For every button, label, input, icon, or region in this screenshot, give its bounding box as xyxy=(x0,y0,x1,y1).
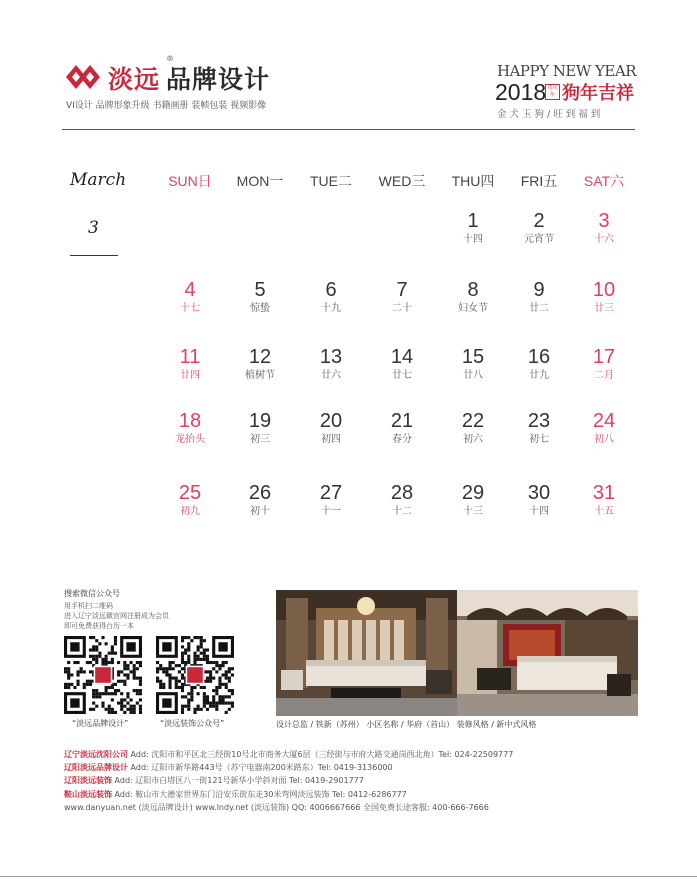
lunar-date: 初八 xyxy=(594,434,614,445)
calendar-day xyxy=(155,410,225,447)
contact-address: Add: 鞍山市大德家世界东门沿安乐街东走30米弯网淡远装饰 Tel: 0412-6286777 xyxy=(112,789,407,799)
contact-address: Add: 沈阳市和平区北三经街10号北市商务大厦6层（三经街与市府大路交通岗西北角）Tel: 024-22509777 xyxy=(128,750,514,759)
month-name: March xyxy=(70,170,127,190)
lunar-date: 廿九 xyxy=(529,370,549,381)
bedroom-photo xyxy=(457,590,638,716)
lunar-date: 初四 xyxy=(321,434,341,445)
calendar-day xyxy=(569,210,639,247)
lunar-date: 龙抬头 xyxy=(175,434,205,445)
contact-company: 辽阳淡远装饰 xyxy=(64,776,112,786)
lunar-date: 初十 xyxy=(250,506,270,517)
calendar-day xyxy=(504,410,574,447)
lunar-date: 二月 xyxy=(594,370,614,381)
calendar-day xyxy=(438,410,508,447)
weekday-label: SUN日 xyxy=(168,173,212,189)
day-number: 15 xyxy=(461,346,485,368)
qr-desc-line: 用手机扫二维码 xyxy=(64,602,113,610)
weekday-label: TUE二 xyxy=(310,173,352,189)
contact-company: 辽宁淡远沈阳公司 xyxy=(64,750,128,759)
qr-desc-line: 即可免费获得台历一本 xyxy=(64,622,134,630)
lunar-date: 初七 xyxy=(529,434,549,445)
day-number: 10 xyxy=(592,279,616,301)
calendar-day xyxy=(569,279,639,316)
weekday-label: SAT六 xyxy=(583,173,625,189)
day-number: 16 xyxy=(527,346,551,368)
calendar-day xyxy=(155,482,225,519)
calendar-day xyxy=(225,279,295,316)
calendar-day xyxy=(225,482,295,519)
zodiac-greeting: 狗年吉祥 xyxy=(562,83,634,104)
day-number: 12 xyxy=(248,346,272,368)
lunar-date: 十四 xyxy=(463,234,483,245)
calendar-day xyxy=(569,346,639,383)
day-number: 21 xyxy=(390,410,414,432)
day-number: 8 xyxy=(467,279,479,301)
calendar-day xyxy=(296,482,366,519)
photo-caption: 设计总监 / 铁新（苏州） 小区名称 / 华府（首山） 装修风格 / 新中式风格 xyxy=(276,720,537,729)
lunar-date: 惊蛰 xyxy=(250,303,270,314)
calendar-day xyxy=(569,410,639,447)
day-number: 17 xyxy=(592,346,616,368)
calendar-day xyxy=(438,482,508,519)
calendar-day xyxy=(225,346,295,383)
calendar-day xyxy=(438,279,508,316)
day-number: 25 xyxy=(178,482,202,504)
qr-desc-line: 进入辽宁淡远微官网注册成为会员 xyxy=(64,612,169,620)
day-number: 26 xyxy=(248,482,272,504)
calendar-day xyxy=(296,346,366,383)
living-room-photo xyxy=(276,590,457,716)
contact-line xyxy=(64,788,513,801)
day-number: 22 xyxy=(461,410,485,432)
lunar-date: 初六 xyxy=(463,434,483,445)
day-number: 18 xyxy=(178,410,202,432)
lunar-date: 元宵节 xyxy=(524,234,554,245)
contact-address: Add: 辽阳市新华路443号（苏宁电器南200米路东）Tel: 0419-3136000 xyxy=(128,763,393,773)
brand-logo-icon xyxy=(64,62,102,92)
day-number: 27 xyxy=(319,482,343,504)
day-number: 3 xyxy=(598,210,610,232)
calendar-day xyxy=(367,346,437,383)
lunar-date: 十九 xyxy=(321,303,341,314)
contact-line xyxy=(64,748,513,761)
motto: 金犬玉狗/旺到福到 xyxy=(497,109,604,120)
lunar-date: 妇女节 xyxy=(458,303,488,314)
day-number: 24 xyxy=(592,410,616,432)
weekday-label: THU四 xyxy=(451,173,495,189)
contact-info xyxy=(64,748,513,814)
day-number: 31 xyxy=(592,482,616,504)
lunar-date: 十二 xyxy=(392,506,412,517)
calendar-day xyxy=(504,482,574,519)
day-number: 4 xyxy=(184,279,196,301)
calendar-day xyxy=(569,482,639,519)
calendar-day xyxy=(225,410,295,447)
calendar-day xyxy=(296,279,366,316)
qr-description xyxy=(64,601,169,631)
weekday-label: WED三 xyxy=(378,173,426,189)
day-number: 7 xyxy=(396,279,408,301)
day-number: 1 xyxy=(467,210,479,232)
calendar-day xyxy=(296,410,366,447)
day-number: 20 xyxy=(319,410,343,432)
lunar-date: 廿二 xyxy=(529,303,549,314)
day-number: 19 xyxy=(248,410,272,432)
lunar-date: 十四 xyxy=(529,506,549,517)
contact-address: Add: 辽阳市白塔区八一街121号新华小学斜对面 Tel: 0419-2901777 xyxy=(112,776,364,786)
lunar-year-stamp: 戊戌年 xyxy=(545,84,560,100)
qr-code-brand-design[interactable] xyxy=(64,636,142,714)
lunar-date: 植树节 xyxy=(245,370,275,381)
contact-company: 辽阳淡远品牌设计 xyxy=(64,763,128,773)
lunar-date: 廿四 xyxy=(180,370,200,381)
day-number: 11 xyxy=(179,346,201,368)
month-number: 3 xyxy=(88,218,99,238)
day-number: 6 xyxy=(325,279,337,301)
happy-new-year: HAPPY NEW YEAR xyxy=(497,62,637,80)
month-divider xyxy=(70,255,118,256)
calendar-day xyxy=(504,346,574,383)
calendar-day xyxy=(438,346,508,383)
day-number: 29 xyxy=(461,482,485,504)
calendar-day xyxy=(155,279,225,316)
contact-line xyxy=(64,774,513,787)
day-number: 13 xyxy=(319,346,343,368)
calendar-day xyxy=(155,346,225,383)
qr-code-decoration[interactable] xyxy=(156,636,234,714)
lunar-date: 二十 xyxy=(392,303,412,314)
day-number: 2 xyxy=(533,210,545,232)
lunar-date: 初九 xyxy=(180,506,200,517)
brand-name-main: 淡远 xyxy=(108,65,161,94)
lunar-date: 十七 xyxy=(180,303,200,314)
services-tagline: VI设计 品牌形象升级 书籍画册 装帧包装 视频影像 xyxy=(66,101,267,111)
weekday-label: MON一 xyxy=(236,173,284,189)
lunar-date: 十一 xyxy=(321,506,341,517)
lunar-date: 廿三 xyxy=(594,303,614,314)
lunar-date: 十六 xyxy=(594,234,614,245)
weekday-label: FRI五 xyxy=(520,173,558,189)
bottom-border xyxy=(0,876,697,877)
brand-name-suffix: 品牌设计 xyxy=(166,65,271,94)
qr-label-brand-design: “淡远品牌设计” xyxy=(72,719,129,728)
lunar-date: 廿八 xyxy=(463,370,483,381)
website-line: www.danyuan.net (淡远品牌设计) www.lndy.net (淡远装饰) QQ: 4006667666 全国免费长途客服: 400-666-7666 xyxy=(64,802,489,812)
lunar-date: 十五 xyxy=(594,506,614,517)
calendar-day xyxy=(367,410,437,447)
lunar-date: 春分 xyxy=(392,434,412,445)
qr-title: 搜索微信公众号 xyxy=(64,589,120,598)
day-number: 9 xyxy=(533,279,545,301)
calendar-day xyxy=(367,482,437,519)
calendar-day xyxy=(504,210,574,247)
lunar-date: 廿七 xyxy=(392,370,412,381)
calendar-day xyxy=(367,279,437,316)
calendar-day xyxy=(504,279,574,316)
contact-company: 鞍山淡远装饰 xyxy=(64,789,112,799)
brand-name xyxy=(108,54,271,96)
lunar-date: 初三 xyxy=(250,434,270,445)
registered-mark: ® xyxy=(166,54,175,63)
year-label: 2018 xyxy=(495,79,547,105)
qr-label-decoration: “淡远装饰公众号” xyxy=(160,719,225,728)
day-number: 14 xyxy=(390,346,414,368)
contact-line xyxy=(64,761,513,774)
lunar-date: 十三 xyxy=(463,506,483,517)
day-number: 30 xyxy=(527,482,551,504)
lunar-date: 廿六 xyxy=(321,370,341,381)
day-number: 28 xyxy=(390,482,414,504)
day-number: 5 xyxy=(254,279,266,301)
calendar-day xyxy=(438,210,508,247)
header-divider xyxy=(62,129,635,130)
day-number: 23 xyxy=(527,410,551,432)
